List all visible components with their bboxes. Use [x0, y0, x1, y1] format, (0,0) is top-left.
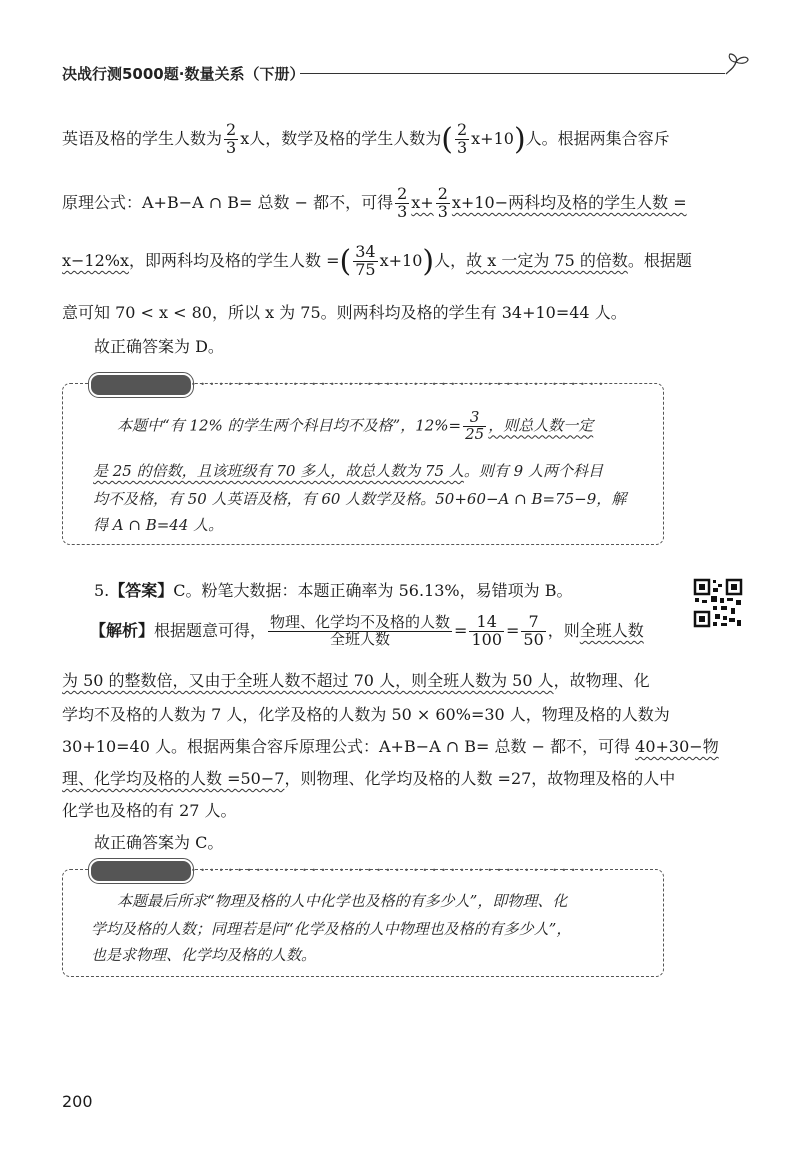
fraction: $\frac{\text{物理、化学均不及格的人数}}{\text{全班人数}}$ — [270, 613, 451, 648]
fraction: $\frac{2}{3}$ — [456, 120, 468, 157]
answer-heading: 5.【答案】C。粉笔大数据：本题正确率为 56.13%，易错项为 B。 — [94, 581, 573, 600]
page-number: 200 — [62, 1092, 93, 1111]
paragraph-line: 原理公式：A+B−A ∩ B= 总数 − 都不，可得 $\frac{2}{3}$ x+ $\frac{2}{3}$ x+10−两科均及格的学生人数 = — [62, 184, 687, 221]
note-line: 本题最后所求“物理及格的人中化学也及格的有多少人”，即物理、化 — [117, 892, 568, 910]
note-line: 得 A ∩ B=44 人。 — [93, 516, 224, 534]
qr-code[interactable] — [693, 578, 743, 628]
paragraph-line: 理、化学均及格的人数 =50−7，则物理、化学均及格的人数 =27，故物理及格的人中 — [62, 769, 676, 788]
note-tag — [89, 373, 193, 397]
note-line: 均不及格，有 50 人英语及格，有 60 人数学及格。50+60−A ∩ B=75−9，解 — [93, 490, 627, 508]
fraction: $\frac{14}{100}$ — [471, 612, 502, 649]
note-tag — [89, 859, 193, 883]
answer-line: 故正确答案为 D。 — [94, 337, 224, 356]
paragraph-line: x−12%x，即两科均及格的学生人数 =( $\frac{34}{75}$ x+10)人，故 x 一定为 75 的倍数。根据题 — [62, 242, 692, 279]
paragraph-line: 化学也及格的有 27 人。 — [62, 801, 237, 820]
note-box — [62, 380, 664, 545]
paragraph-line: 学均不及格的人数为 7 人，化学及格的人数为 50 × 60%=30 人，物理及格的人数为 — [62, 705, 670, 724]
note-box — [62, 866, 664, 977]
answer-line: 故正确答案为 C。 — [94, 833, 224, 852]
note-line: 本题中“有 12% 的学生两个科目均不及格”，12%= $\frac{3}{25}$ ，则总人数一定 — [117, 408, 594, 443]
paragraph-line: 30+10=40 人。根据两集合容斥原理公式：A+B−A ∩ B= 总数 − 都不，可得 40+30−物 — [62, 737, 719, 756]
fraction: $\frac{2}{3}$ — [397, 184, 408, 221]
note-line: 是 25 的倍数，且该班级有 70 多人，故总人数为 75 人。则有 9 人两个科目 — [93, 462, 603, 480]
fraction: $\frac{7}{50}$ — [523, 612, 544, 649]
note-line: 也是求物理、化学均及格的人数。 — [91, 946, 317, 964]
paragraph-line: 英语及格的学生人数为 $\frac{2}{3}$ x人，数学及格的学生人数为( $\frac{2}{3}$ x+10)人。根据两集合容斥 — [62, 120, 670, 157]
running-header: 决战行测5000题·数量关系（下册） — [62, 65, 305, 83]
analysis-line: 【解析】根据题意可得， $\frac{\text{物理、化学均不及格的人数}}{\text{全班人数}}$ = $\frac{14}{100}$ = $\frac{7}{50}$ ，则全班人数 — [90, 612, 644, 649]
paragraph-line: 意可知 70 < x < 80，所以 x 为 75。则两科均及格的学生有 34+10=44 人。 — [62, 303, 627, 322]
dotted-divider: • • • • • • • • • • • • • • • • • • • • • • • • • • • • • • • • • • • • • • • • • • • • • — [191, 866, 605, 875]
note-line: 学均及格的人数；同理若是问“化学及格的人中物理也及格的有多少人”， — [91, 920, 572, 938]
paragraph-line: 为 50 的整数倍，又由于全班人数不超过 70 人，则全班人数为 50 人，故物理、化 — [62, 671, 650, 690]
fraction: $\frac{2}{3}$ — [437, 184, 448, 221]
header-rule — [300, 73, 725, 74]
dotted-divider: • • • • • • • • • • • • • • • • • • • • • • • • • • • • • • • • • • • • • • • • • • • • • — [191, 380, 605, 389]
fraction: $\frac{3}{25}$ — [465, 408, 485, 443]
leaf-icon — [722, 52, 752, 78]
fraction: $\frac{2}{3}$ — [226, 120, 237, 157]
fraction: $\frac{34}{75}$ — [355, 242, 376, 279]
